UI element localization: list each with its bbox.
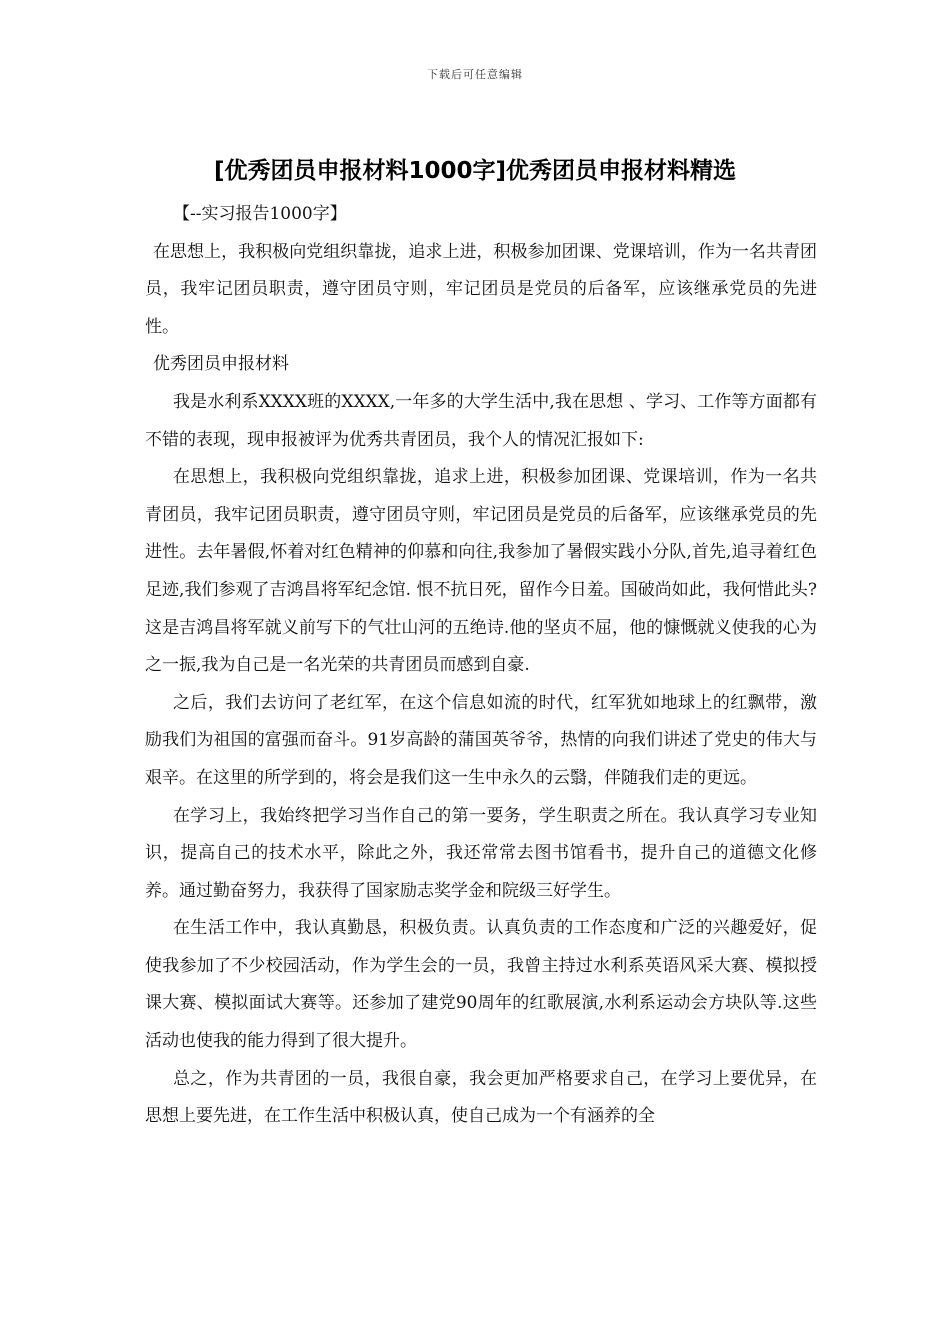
intro-paragraph: 在思想上，我积极向党组织靠拢，追求上进，积极参加团课、党课培训，作为一名共青团员，我牢记团员职责，遵守团员守则，牢记团员是党员的后备军，应该继承党员的先进性。: [145, 241, 817, 337]
body-paragraph: 在生活工作中，我认真勤恳，积极负责。认真负责的工作态度和广泛的兴趣爱好，促使我参加了不少校园活动，作为学生会的一员，我曾主持过水利系英语风采大赛、模拟授课大赛、模拟面试大赛等。还参加了建党90周年的红歌展演,水利系运动会方块队等.这些活动也使我的能力得到了很大提升。: [145, 918, 817, 1052]
body-paragraph: 之后，我们去访问了老红军，在这个信息如流的时代，红军犹如地球上的红飘带，激励我们为祖国的富强而奋斗。91岁高龄的蒲国英爷爷，热情的向我们讲述了党史的伟大与艰辛。在这里的所学到的，将会是我们这一生中永久的云翳，伴随我们走的更远。: [145, 692, 817, 788]
document-body: [145, 196, 817, 1136]
section-label: 优秀团员申报材料: [153, 354, 289, 375]
body-paragraph: 我是水利系XXXX班的XXXX,一年多的大学生活中,我在思想 、学习、工作等方面都有不错的表现，现申报被评为优秀共青团员，我个人的情况汇报如下:: [145, 391, 817, 450]
body-paragraph: 总之，作为共青团的一员，我很自豪，我会更加严格要求自己，在学习上要优异，在思想上要先进，在工作生活中积极认真，使自己成为一个有涵养的全: [145, 1068, 817, 1127]
document-title: [优秀团员申报材料1000字]优秀团员申报材料精选: [213, 158, 737, 184]
page-header-note: 下载后可任意编辑: [427, 68, 523, 81]
document-subtitle: 【--实习报告1000字】: [173, 204, 347, 224]
body-paragraph: 在思想上，我积极向党组织靠拢，追求上进，积极参加团课、党课培训，作为一名共青团员，我牢记团员职责，遵守团员守则，牢记团员是党员的后备军，应该继承党员的先进性。去年暑假,怀着对红色精神的仰慕和向往,我参加了暑假实践小分队,首先,追寻着红色足迹,我们参观了吉鸿昌将军纪念馆. 恨不抗日死，留作今日羞。国破尚如此，我何惜此头? 这是吉鸿昌将军就义前写下的气壮山河的五绝诗.他的坚贞不屈，他的慷慨就义使我的心为之一振,我为自己是一名光荣的共青团员而感到自豪.: [145, 467, 817, 676]
body-paragraph: 在学习上，我始终把学习当作自己的第一要务，学生职责之所在。我认真学习专业知识，提高自己的技术水平，除此之外，我还常常去图书馆看书，提升自己的道德文化修养。通过勤奋努力，我获得了国家励志奖学金和院级三好学生。: [145, 805, 817, 901]
